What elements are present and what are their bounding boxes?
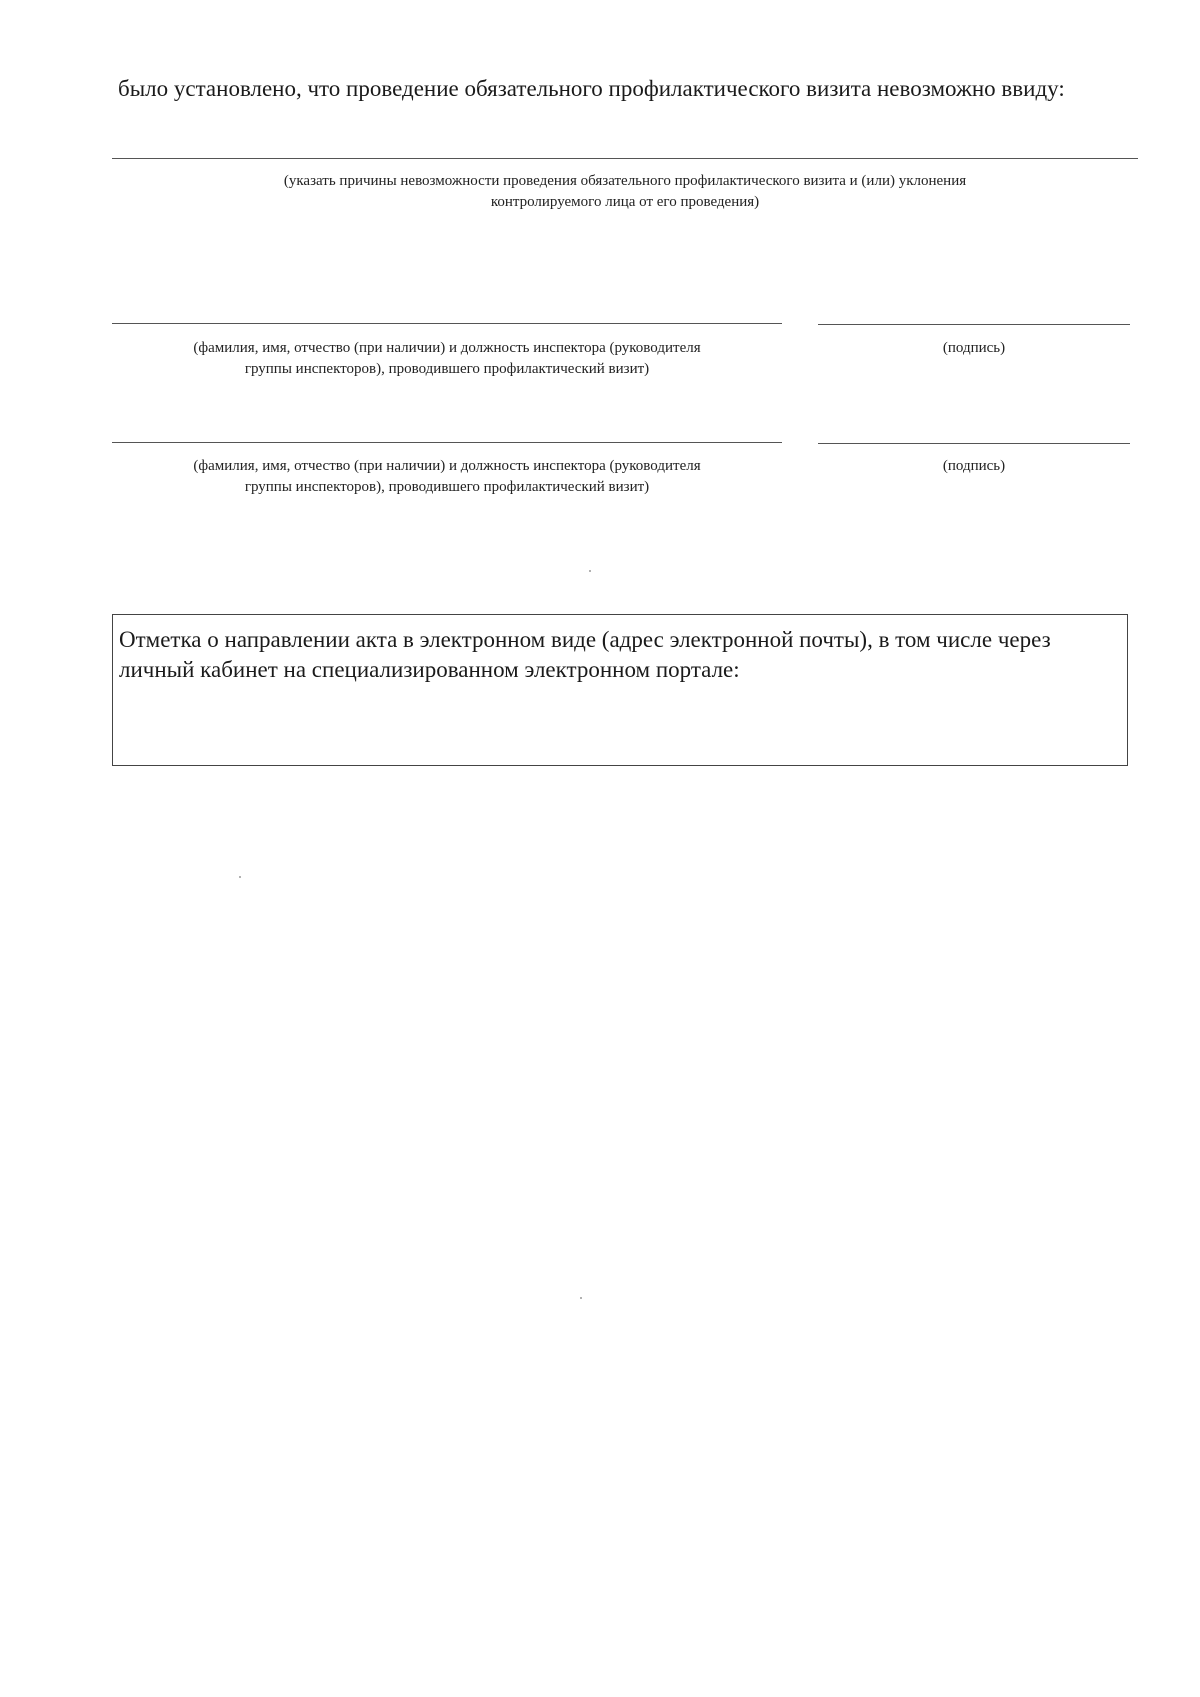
reason-fill-line[interactable] xyxy=(112,158,1138,159)
inspector-1-signature-caption: (подпись) xyxy=(942,340,1006,356)
inspector-2-name-caption-line-1: (фамилия, имя, отчество (при наличии) и должность инспектора (руководителя xyxy=(193,458,701,474)
inspector-1-name-line[interactable] xyxy=(112,323,782,324)
notice-line-1: Отметка о направлении акта в электронном виде (адрес электронной почты), в том числе через xyxy=(119,627,1051,652)
inspector-2-signature-caption: (подпись) xyxy=(942,458,1006,474)
electronic-delivery-notice-text xyxy=(119,625,1123,685)
inspector-2-signature-line[interactable] xyxy=(818,443,1130,444)
inspector-1-name-caption xyxy=(112,338,782,380)
inspector-2-name-caption xyxy=(112,456,782,498)
electronic-delivery-notice-box[interactable] xyxy=(112,614,1128,766)
scan-speck xyxy=(239,876,241,878)
scan-speck xyxy=(580,1297,582,1299)
reason-caption xyxy=(112,171,1138,213)
intro-statement: было установлено, что проведение обязательного профилактического визита невозможно ввиду: xyxy=(118,76,1065,101)
reason-caption-line-1: (указать причины невозможности проведения обязательного профилактического визита и (или) уклонения xyxy=(283,173,967,189)
inspector-1-name-caption-line-2: группы инспекторов), проводившего профилактический визит) xyxy=(244,361,650,377)
reason-caption-line-2: контролируемого лица от его проведения) xyxy=(490,194,760,210)
inspector-2-name-line[interactable] xyxy=(112,442,782,443)
inspector-1-signature-line[interactable] xyxy=(818,324,1130,325)
scan-speck xyxy=(589,570,591,572)
notice-line-2: личный кабинет на специализированном электронном портале: xyxy=(119,657,740,682)
inspector-2-name-caption-line-2: группы инспекторов), проводившего профилактический визит) xyxy=(244,479,650,495)
inspector-1-name-caption-line-1: (фамилия, имя, отчество (при наличии) и должность инспектора (руководителя xyxy=(193,340,701,356)
